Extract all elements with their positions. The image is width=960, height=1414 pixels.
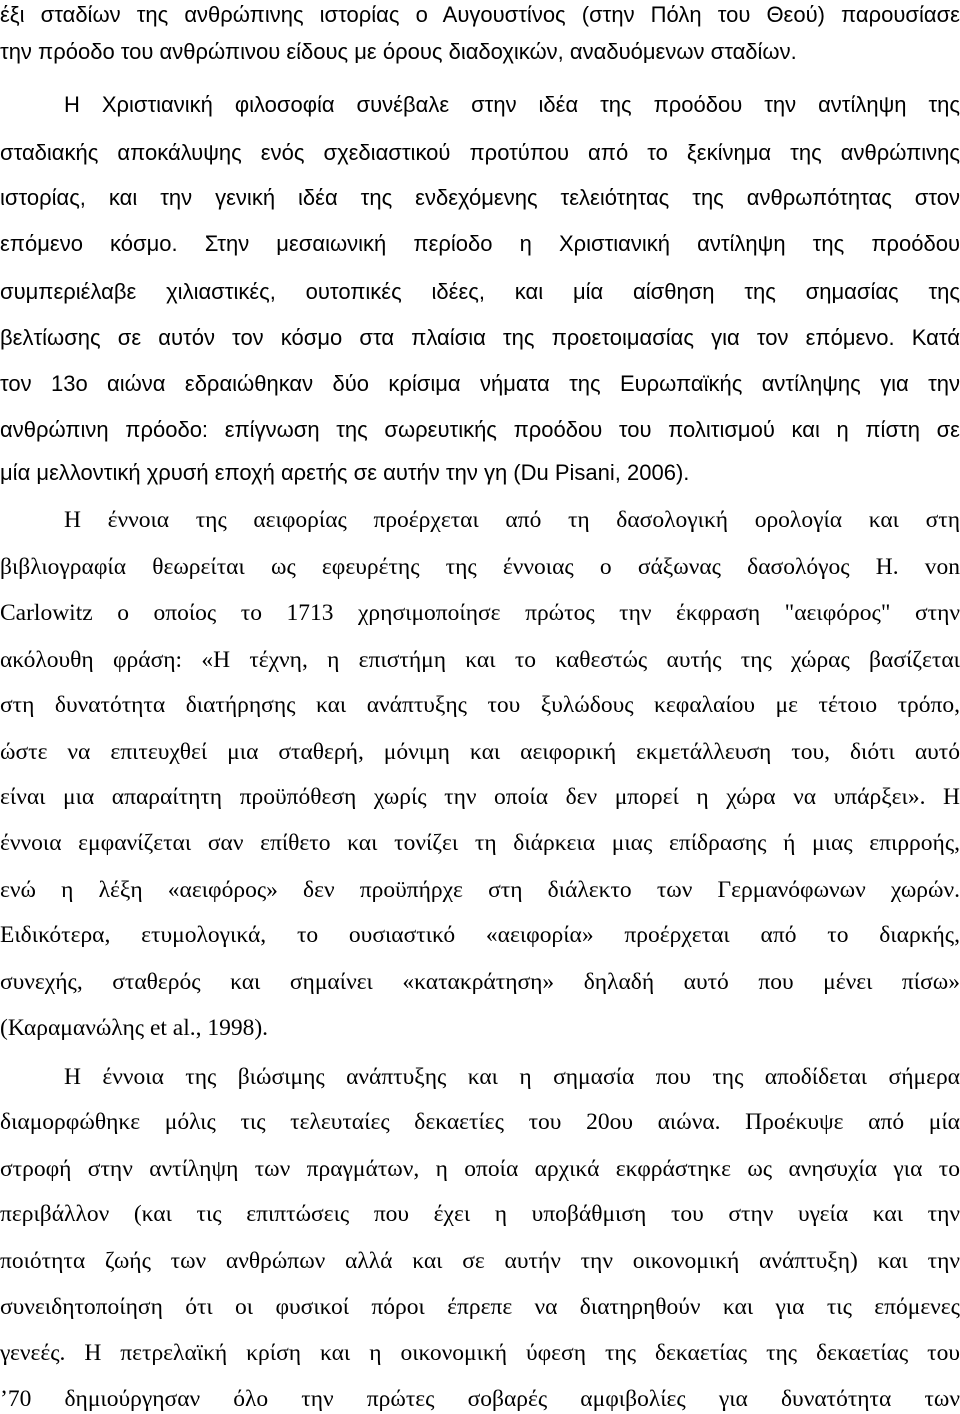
- text-line: (Καραμανώλης et al., 1998).: [0, 1015, 269, 1041]
- text-line: Carlowitz ο οποίος το 1713 χρησιμοποίησε πρώτος την έκφραση "αειφόρος" στην: [0, 600, 960, 626]
- text-line: διαμορφώθηκε μόλις τις τελευταίες δεκαετίες του 20ου αιώνα. Προέκυψε από μία: [0, 1109, 960, 1135]
- text-line: συμπεριέλαβε χιλιαστικές, ουτοπικές ιδέες, και μία αίσθηση της σημασίας της: [0, 279, 960, 304]
- text-line: ακόλουθη φράση: «Η τέχνη, η επιστήμη και το καθεστώς αυτής της χώρας βασίζεται: [0, 647, 960, 673]
- text-line: στροφή στην αντίληψη των πραγμάτων, η οποία αρχικά εκφράστηκε ως ανησυχία για το: [0, 1156, 960, 1182]
- text-line: ’70 δημιούργησαν όλο την πρώτες σοβαρές αμφιβολίες για δυνατότητα των: [0, 1386, 960, 1412]
- text-line: ανθρώπινη πρόοδο: επίγνωση της σωρευτικής προόδου του πολιτισμού και η πίστη σε: [0, 417, 960, 442]
- text-line: ποιότητα ζωής των ανθρώπων αλλά και σε αυτήν την οικονομική ανάπτυξη) και την: [0, 1248, 960, 1274]
- text-line: είναι μια απαραίτητη προϋπόθεση χωρίς την οποία δεν μπορεί η χώρα να υπάρξει». Η: [0, 784, 960, 810]
- text-line: ώστε να επιτευχθεί μια σταθερή, μόνιμη και αειφορική εκμετάλλευση του, διότι αυτό: [0, 739, 960, 765]
- text-line: επόμενο κόσμο. Στην μεσαιωνική περίοδο η Χριστιανική αντίληψη της προόδου: [0, 231, 960, 256]
- text-line: ενώ η λέξη «αειφόρος» δεν προϋπήρχε στη διάλεκτο των Γερμανόφωνων χωρών.: [0, 877, 960, 903]
- text-line: συνειδητοποίηση ότι οι φυσικοί πόροι έπρεπε να διατηρηθούν και για τις επόμενες: [0, 1294, 960, 1320]
- text-line: έξι σταδίων της ανθρώπινης ιστορίας ο Αυγουστίνος (στην Πόλη του Θεού) παρουσίασε: [0, 2, 960, 27]
- text-line: την πρόοδο του ανθρώπινου είδους με όρους διαδοχικών, αναδυόμενων σταδίων.: [0, 39, 797, 64]
- text-line: στη δυνατότητα διατήρησης και ανάπτυξης του ξυλώδους κεφαλαίου με τέτοιο τρόπο,: [0, 692, 960, 718]
- text-line: ιστορίας, και την γενική ιδέα της ενδεχόμενης τελειότητας της ανθρωπότητας στον: [0, 185, 960, 210]
- text-line: Η έννοια της αειφορίας προέρχεται από τη δασολογική ορολογία και στη: [64, 507, 960, 533]
- text-line: Η έννοια της βιώσιμης ανάπτυξης και η σημασία που της αποδίδεται σήμερα: [64, 1064, 960, 1090]
- text-line: περιβάλλον (και τις επιπτώσεις που έχει η υποβάθμιση του στην υγεία και την: [0, 1201, 960, 1227]
- text-line: βιβλιογραφία θεωρείται ως εφευρέτης της έννοιας ο σάξωνας δασολόγος H. von: [0, 554, 960, 580]
- text-line: μία μελλοντική χρυσή εποχή αρετής σε αυτήν την γη (Du Pisani, 2006).: [0, 460, 690, 485]
- text-line: βελτίωσης σε αυτόν τον κόσμο στα πλαίσια της προετοιμασίας για τον επόμενο. Κατά: [0, 325, 960, 350]
- text-line: σταδιακής αποκάλυψης ενός σχεδιαστικού προτύπου από το ξεκίνημα της ανθρώπινης: [0, 140, 960, 165]
- text-line: τον 13ο αιώνα εδραιώθηκαν δύο κρίσιμα νήματα της Ευρωπαϊκής αντίληψης για την: [0, 371, 960, 396]
- text-line: συνεχής, σταθερός και σημαίνει «κατακράτηση» δηλαδή αυτό που μένει πίσω»: [0, 969, 960, 995]
- text-line: Ειδικότερα, ετυμολογικά, το ουσιαστικό «αειφορία» προέρχεται από το διαρκής,: [0, 922, 960, 948]
- text-line: έννοια εμφανίζεται σαν επίθετο και τονίζει τη διάρκεια μιας επίδρασης ή μιας επιρροής,: [0, 830, 960, 856]
- text-line: Η Χριστιανική φιλοσοφία συνέβαλε στην ιδέα της προόδου την αντίληψη της: [64, 92, 960, 117]
- text-line: γενεές. Η πετρελαϊκή κρίση και η οικονομική ύφεση της δεκαετίας της δεκαετίας του: [0, 1340, 960, 1366]
